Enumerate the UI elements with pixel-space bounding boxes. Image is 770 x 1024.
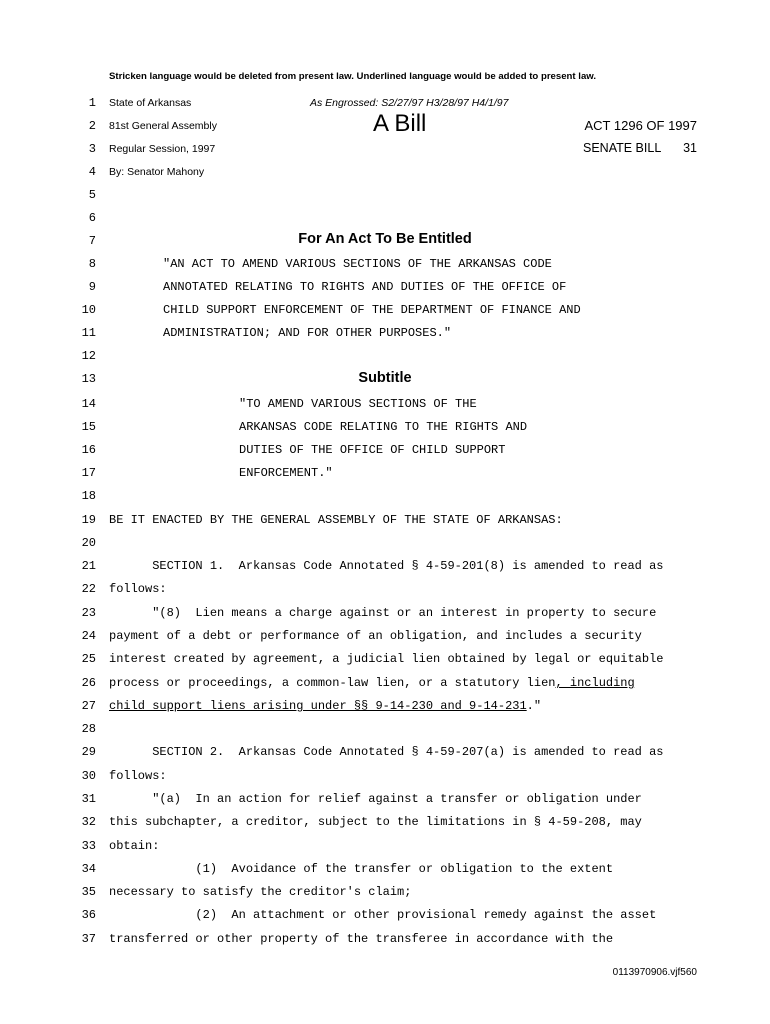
added-text: child support liens arising under §§ 9-14-230 and 9-14-231 <box>109 699 527 713</box>
line-number: 10 <box>81 303 96 317</box>
line-number: 24 <box>81 629 96 643</box>
document-code: 0113970906.vjf560 <box>612 967 697 978</box>
line-number: 19 <box>81 513 96 527</box>
line-22 <box>0 579 770 602</box>
line-number: 26 <box>81 676 96 690</box>
line-31 <box>0 789 770 812</box>
bill-title: A Bill <box>373 110 427 137</box>
line-number: 25 <box>81 652 96 666</box>
engrossed-dates: As Engrossed: S2/27/97 H3/28/97 H4/1/97 <box>310 97 509 109</box>
line-number: 2 <box>88 119 96 133</box>
plain-text: process or proceedings, a common-law lien, or a statutory lien <box>109 676 556 690</box>
line-14 <box>0 394 770 417</box>
line-24 <box>0 626 770 649</box>
line-number: 18 <box>81 489 96 503</box>
line-2 <box>0 110 770 139</box>
line-number: 29 <box>81 745 96 759</box>
body-text: (1) Avoidance of the transfer or obligation to the extent <box>109 862 614 876</box>
body-text: "(8) Lien means a charge against or an interest in property to secure <box>109 606 657 620</box>
line-number: 35 <box>81 885 96 899</box>
line-28 <box>0 719 770 742</box>
line-12 <box>0 346 770 369</box>
line-8 <box>0 254 770 277</box>
body-text: SECTION 2. Arkansas Code Annotated § 4-59-207(a) is amended to read as <box>109 745 664 759</box>
line-number: 4 <box>88 165 96 179</box>
line-32 <box>0 812 770 835</box>
added-text: , including <box>555 676 635 690</box>
body-text <box>109 676 635 690</box>
line-26 <box>0 673 770 696</box>
body-text: obtain: <box>109 839 160 853</box>
line-number: 28 <box>81 722 96 736</box>
line-36 <box>0 905 770 928</box>
line-number: 5 <box>88 188 96 202</box>
line-35 <box>0 882 770 905</box>
line-7 <box>0 231 770 254</box>
line-23 <box>0 603 770 626</box>
line-29 <box>0 742 770 765</box>
line-15 <box>0 417 770 440</box>
strike-underline-notice: Stricken language would be deleted from present law. Underlined language would be added to present law. <box>109 71 597 82</box>
title-line: ADMINISTRATION; AND FOR OTHER PURPOSES." <box>163 326 452 340</box>
line-3 <box>0 139 770 162</box>
title-line: ANNOTATED RELATING TO RIGHTS AND DUTIES OF THE OFFICE OF <box>163 280 567 294</box>
line-25 <box>0 649 770 672</box>
body-text: SECTION 1. Arkansas Code Annotated § 4-59-201(8) is amended to read as <box>109 559 664 573</box>
line-21 <box>0 556 770 579</box>
senate-bill-number: 31 <box>683 141 697 155</box>
line-number: 34 <box>81 862 96 876</box>
subtitle-line: DUTIES OF THE OFFICE OF CHILD SUPPORT <box>239 443 506 457</box>
subtitle-line: "TO AMEND VARIOUS SECTIONS OF THE <box>239 397 477 411</box>
line-number: 11 <box>81 326 96 340</box>
body-text <box>109 699 541 713</box>
body-text: "(a) In an action for relief against a transfer or obligation under <box>109 792 642 806</box>
line-number: 20 <box>81 536 96 550</box>
body-text: (2) An attachment or other provisional remedy against the asset <box>109 908 657 922</box>
line-10 <box>0 300 770 323</box>
line-number: 21 <box>81 559 96 573</box>
line-number: 27 <box>81 699 96 713</box>
line-33 <box>0 836 770 859</box>
title-line: "AN ACT TO AMEND VARIOUS SECTIONS OF THE ARKANSAS CODE <box>163 257 552 271</box>
line-number: 7 <box>88 234 96 248</box>
line-number: 37 <box>81 932 96 946</box>
line-number: 6 <box>88 211 96 225</box>
line-30 <box>0 766 770 789</box>
line-9 <box>0 277 770 300</box>
line-37 <box>0 929 770 952</box>
general-assembly: 81st General Assembly <box>109 120 217 132</box>
subtitle-line: ARKANSAS CODE RELATING TO THE RIGHTS AND <box>239 420 528 434</box>
line-number: 33 <box>81 839 96 853</box>
line-5 <box>0 185 770 208</box>
line-19 <box>0 510 770 533</box>
line-number: 22 <box>81 582 96 596</box>
line-27 <box>0 696 770 719</box>
body-text: this subchapter, a creditor, subject to the limitations in § 4-59-208, may <box>109 815 642 829</box>
line-number: 9 <box>88 280 96 294</box>
line-11 <box>0 323 770 346</box>
line-4 <box>0 162 770 185</box>
line-16 <box>0 440 770 463</box>
line-number: 8 <box>88 257 96 271</box>
subtitle-heading: Subtitle <box>358 370 412 386</box>
title-heading: For An Act To Be Entitled <box>298 231 472 247</box>
line-number: 15 <box>81 420 96 434</box>
line-number: 31 <box>81 792 96 806</box>
plain-text: ." <box>526 699 542 713</box>
line-number: 32 <box>81 815 96 829</box>
line-number: 3 <box>88 142 96 156</box>
body-text: necessary to satisfy the creditor's claim; <box>109 885 412 899</box>
act-number: ACT 1296 OF 1997 <box>584 118 697 133</box>
line-number: 16 <box>81 443 96 457</box>
line-number: 14 <box>81 397 96 411</box>
enacting-clause: BE IT ENACTED BY THE GENERAL ASSEMBLY OF THE STATE OF ARKANSAS: <box>109 513 563 527</box>
sponsor: By: Senator Mahony <box>109 166 205 178</box>
line-13 <box>0 369 770 392</box>
body-text: follows: <box>109 769 167 783</box>
body-text: payment of a debt or performance of an obligation, and includes a security <box>109 629 642 643</box>
session: Regular Session, 1997 <box>109 143 216 155</box>
line-6 <box>0 208 770 231</box>
line-number: 12 <box>81 349 96 363</box>
body-text: follows: <box>109 582 167 596</box>
line-number: 1 <box>88 96 96 110</box>
line-20 <box>0 533 770 556</box>
state-name: State of Arkansas <box>109 97 192 109</box>
line-number: 23 <box>81 606 96 620</box>
subtitle-line: ENFORCEMENT." <box>239 466 333 480</box>
body-text: interest created by agreement, a judicial lien obtained by legal or equitable <box>109 652 664 666</box>
line-number: 13 <box>81 372 96 386</box>
line-17 <box>0 463 770 486</box>
line-34 <box>0 859 770 882</box>
line-number: 30 <box>81 769 96 783</box>
line-18 <box>0 486 770 509</box>
title-line: CHILD SUPPORT ENFORCEMENT OF THE DEPARTMENT OF FINANCE AND <box>163 303 581 317</box>
line-number: 36 <box>81 908 96 922</box>
senate-bill-label: SENATE BILL <box>583 141 662 155</box>
line-number: 17 <box>81 466 96 480</box>
body-text: transferred or other property of the transferee in accordance with the <box>109 932 614 946</box>
